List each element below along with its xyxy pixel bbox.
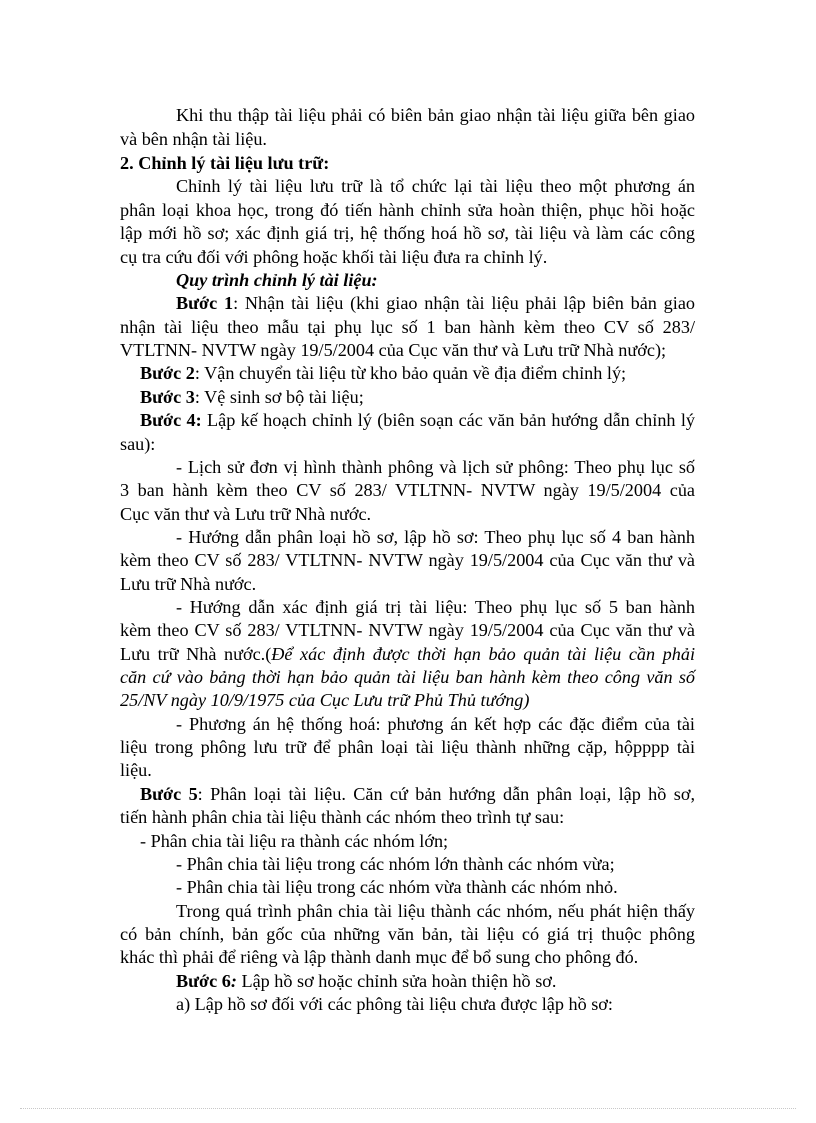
list-item: - Lịch sử đơn vị hình thành phông và lịch sử phông: Theo phụ lục số (176, 457, 695, 477)
paragraph-line: và bên nhận tài liệu. (120, 129, 267, 149)
paragraph-line: có bản chính, bản gốc của những văn bản, tài liệu có giá trị thuộc phông (120, 924, 695, 944)
paragraph-line: kèm theo CV số 283/ VTLTNN- NVTW ngày 19/5/2004 của Cục văn thư và (120, 550, 695, 570)
step-line: Bước 6: Lập hồ sơ hoặc chỉnh sửa hoàn thiện hồ sơ. (176, 971, 557, 991)
list-item: - Phân chia tài liệu trong các nhóm lớn thành các nhóm vừa; (176, 854, 615, 874)
paragraph-line: liệu. (120, 760, 152, 780)
paragraph-line: Khi thu thập tài liệu phải có biên bản giao nhận tài liệu giữa bên giao (176, 105, 695, 125)
paragraph-line: nhận tài liệu theo mẫu tại phụ lục số 1 ban hành kèm theo CV số 283/ (120, 317, 695, 337)
step-line: Bước 4: Lập kế hoạch chỉnh lý (biên soạn các văn bản hướng dẫn chỉnh lý (140, 410, 695, 430)
step-line: Bước 3: Vệ sinh sơ bộ tài liệu; (140, 387, 364, 407)
italic-note: căn cứ vào bảng thời hạn bảo quản tài liệu ban hành kèm theo công văn số (120, 667, 695, 687)
paragraph-line: Cục văn thư và Lưu trữ Nhà nước. (120, 504, 372, 524)
list-item: - Phương án hệ thống hoá: phương án kết hợp các đặc điểm của tài (176, 714, 695, 734)
step-label: Bước 1 (176, 293, 234, 313)
paragraph-line: kèm theo CV số 283/ VTLTNN- NVTW ngày 19/5/2004 của Cục văn thư và (120, 620, 695, 640)
step-label-colon: : (230, 971, 237, 991)
paragraph-line: VTLTNN- NVTW ngày 19/5/2004 của Cục văn thư và Lưu trữ Nhà nước); (120, 340, 667, 360)
paragraph-line: Lưu trữ Nhà nước.(Để xác định được thời hạn bảo quản tài liệu cần phải (120, 644, 696, 664)
paragraph-line: Lưu trữ Nhà nước. (120, 574, 257, 594)
paragraph-line: sau): (120, 434, 156, 454)
italic-note: 25/NV ngày 10/9/1975 của Cục Lưu trữ Phủ Thủ tướng) (120, 690, 530, 710)
step-line: Bước 5: Phân loại tài liệu. Căn cứ bản hướng dẫn phân loại, lập hồ sơ, (140, 784, 695, 804)
page-bottom-divider (20, 1108, 796, 1109)
italic-note: Để xác định được thời hạn bảo quản tài liệu cần phải (271, 644, 696, 664)
step-label: Bước 6 (176, 971, 231, 991)
list-item: a) Lập hồ sơ đối với các phông tài liệu chưa được lập hồ sơ: (176, 994, 613, 1014)
paragraph-line: Chỉnh lý tài liệu lưu trữ là tổ chức lại tài liệu theo một phương án (176, 176, 695, 196)
paragraph-line: Trong quá trình phân chia tài liệu thành các nhóm, nếu phát hiện thấy (176, 901, 695, 921)
paragraph-line: cụ tra cứu đối với phông hoặc khối tài liệu đưa ra chỉnh lý. (120, 247, 548, 267)
step-label: Bước 4: (140, 410, 202, 430)
paragraph-line: tiến hành phân chia tài liệu thành các nhóm theo trình tự sau: (120, 807, 565, 827)
subsection-heading: Quy trình chỉnh lý tài liệu: (176, 270, 378, 290)
paragraph-line: 3 ban hành kèm theo CV số 283/ VTLTNN- NVTW ngày 19/5/2004 của (120, 480, 695, 500)
paragraph-line: lập mới hồ sơ; xác định giá trị, hệ thống hoá hồ sơ, tài liệu và làm các công (120, 223, 695, 243)
list-item: - Phân chia tài liệu trong các nhóm vừa thành các nhóm nhỏ. (176, 877, 618, 897)
section-heading: 2. Chỉnh lý tài liệu lưu trữ: (120, 153, 330, 173)
paragraph-line: liệu trong phông lưu trữ để phân loại tài liệu thành những cặp, hộpppp tài (120, 737, 695, 757)
paragraph-line: khác thì phải để riêng và lập thành danh mục để bổ sung cho phông đó. (120, 947, 639, 967)
list-item: - Phân chia tài liệu ra thành các nhóm lớn; (140, 831, 449, 851)
paragraph-line: phân loại khoa học, trong đó tiến hành chỉnh sửa hoàn thiện, phục hồi hoặc (120, 200, 695, 220)
list-item: - Hướng dẫn xác định giá trị tài liệu: Theo phụ lục số 5 ban hành (176, 597, 695, 617)
step-line: Bước 2: Vận chuyển tài liệu từ kho bảo quản về địa điểm chỉnh lý; (140, 363, 627, 383)
step-line: Bước 1: Nhận tài liệu (khi giao nhận tài liệu phải lập biên bản giao (176, 293, 695, 313)
list-item: - Hướng dẫn phân loại hồ sơ, lập hồ sơ: Theo phụ lục số 4 ban hành (176, 527, 695, 547)
step-label: Bước 2 (140, 363, 195, 383)
step-label: Bước 5 (140, 784, 198, 804)
step-label: Bước 3 (140, 387, 195, 407)
